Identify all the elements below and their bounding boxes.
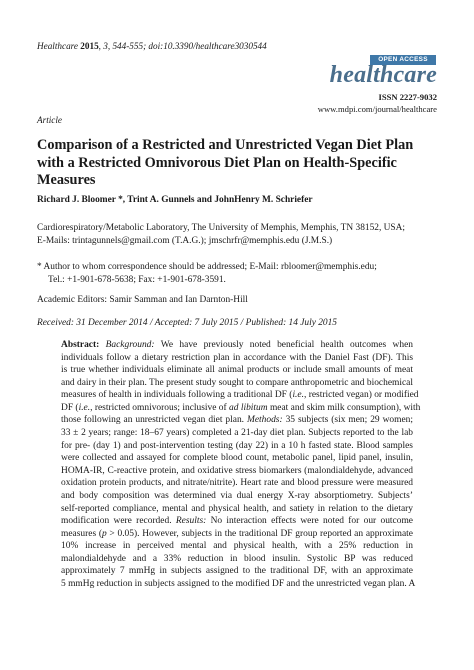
issn: ISSN 2227-9032 [378, 92, 437, 102]
article-type: Article [37, 115, 63, 125]
abstract-line: and body composition was determined via dual energy X-ray absorptiometry. Subjects’ [61, 490, 413, 501]
citation-journal: Healthcare [37, 41, 78, 51]
citation-year: 2015 [80, 41, 99, 51]
correspondence [37, 261, 447, 286]
author-list: Richard J. Bloomer *, Trint A. Gunnels and JohnHenry M. Schriefer [37, 195, 313, 205]
abstract-body [61, 339, 421, 591]
abstract-line: and dairy in their plan. The present study sought to compare anthropometric and biochemical [61, 377, 413, 388]
email-line: E-Mails: trintagunnels@gmail.com (T.A.G.); jmschrfr@memphis.edu (J.M.S.) [37, 235, 333, 246]
abstract-line: Abstract: Background: We have previously noted beneficial health outcomes when [61, 340, 414, 350]
abstract-line: those following an unrestricted vegan diet plan. Methods: 35 subjects (six men; 29 women; [61, 415, 413, 426]
abstract-line: 5 mmHg reduction in subjects assigned to the modified DF and the unrestricted vegan plan. A [61, 578, 416, 589]
journal-url[interactable]: www.mdpi.com/journal/healthcare [317, 104, 437, 114]
abstract-line: for pre- (day 1) and post-intervention testing (day 22) in a 10 h fasted state. Blood samples [61, 440, 413, 451]
correspondence-line: * Author to whom correspondence should be addressed; E-Mail: rbloomer@memphis.edu; [37, 262, 377, 272]
academic-editors: Academic Editors: Samir Samman and Ian Darnton-Hill [37, 295, 248, 305]
abstract-line: 10% increase in perceived mental and physical health, with a 25% reduction in [61, 541, 413, 552]
abstract-line: measures (p > 0.05). However, subjects in the traditional DF group reported an approximate [61, 528, 413, 539]
abstract-line: oxidation protein products, and nitrate/nitrite). Heart rate and blood pressure were measured [61, 478, 413, 489]
abstract-line: 33 ± 2 years; range: 18–67 years) completed a 21-day diet plan. Subjects reported to the lab [61, 428, 413, 439]
citation-details: , 3, 544-555; doi:10.3390/healthcare3030544 [98, 41, 267, 51]
abstract-line: HOMA-IR, C-reactive protein, and oxidative stress biomarkers (malondialdehyde, advanced [61, 465, 413, 476]
journal-logo: healthcare [329, 62, 437, 88]
abstract-line: DF (i.e., restricted omnivorous; inclusive of ad libitum meat and skim milk consumption), with [61, 402, 421, 413]
abstract-line: malondialdehyde and a 33% reduction in blood insulin. Systolic BP was reduced [61, 553, 413, 564]
abstract-line: modification were recorded. Results: No interaction effects were noted for our outcome [61, 516, 413, 527]
affiliation [37, 222, 447, 247]
citation-line [37, 41, 267, 51]
abstract-line: measures of health in individuals following a traditional DF (i.e., restricted vegan) or modified [61, 390, 419, 401]
abstract-line: approximately 7 mmHg in subjects assigned to the traditional DF, with an approximate [61, 566, 413, 577]
abstract-line: is true whether individuals eliminate all animal products or include small amounts of meat [61, 365, 413, 376]
abstract-line: were collected and assayed for complete blood count, metabolic panel, lipid panel, insulin, [61, 453, 413, 464]
paper-title: Comparison of a Restricted and Unrestricted Vegan Diet Plan with a Restricted Omnivorous Diet Plan on Health-Specific Measures [37, 137, 414, 188]
publication-dates: Received: 31 December 2014 / Accepted: 7 July 2015 / Published: 14 July 2015 [37, 318, 337, 328]
open-access-badge: OPEN ACCESS [370, 55, 436, 65]
affiliation-line: Cardiorespiratory/Metabolic Laboratory, The University of Memphis, Memphis, TN 38152, USA; [37, 223, 405, 233]
abstract-line: individuals follow a dietary restriction plan in accordance with the Daniel Fast (DF). This [61, 352, 413, 363]
contact-line: Tel.: +1-901-678-5638; Fax: +1-901-678-3591. [48, 274, 226, 285]
abstract-label: Abstract: [61, 340, 106, 350]
abstract-line: self-reported compliance, mental and physical health, and satiety in relation to the dietary [61, 503, 413, 514]
